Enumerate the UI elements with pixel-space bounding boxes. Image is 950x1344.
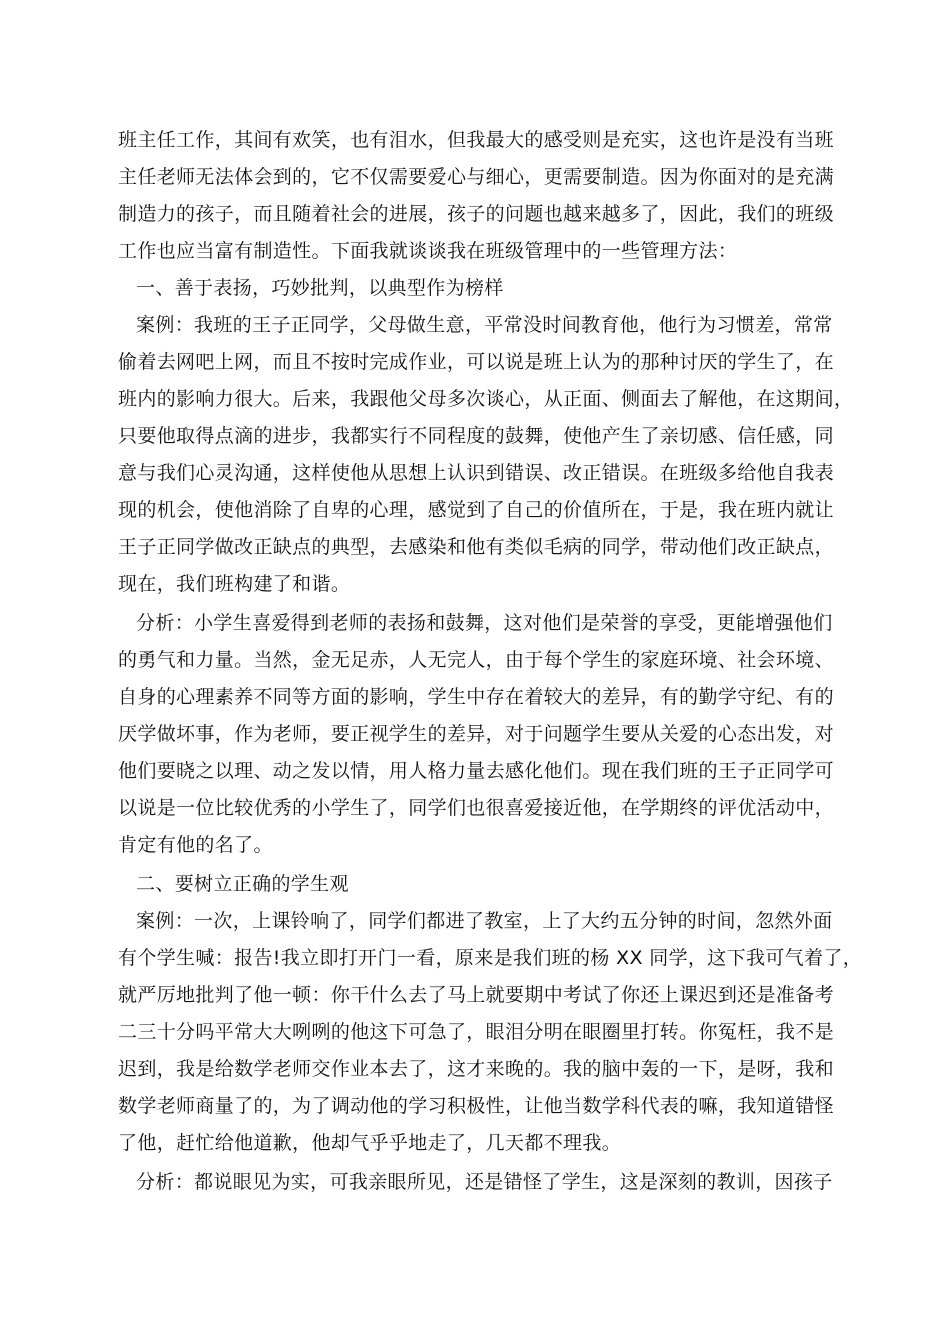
paragraph-line: 主任老师无法体会到的，它不仅需要爱心与细心，更需要制造。因为你面对的是充满	[118, 166, 834, 188]
paragraph-line: 偷着去网吧上网，而且不按时完成作业，可以说是班上认为的那种讨厌的学生了，在	[118, 351, 834, 373]
paragraph-line: 二三十分吗平常大大咧咧的他这下可急了，眼泪分明在眼圈里打转。你冤枉，我不是	[118, 1021, 834, 1043]
paragraph-line: 现的机会，使他消除了自卑的心理，感觉到了自己的价值所在，于是，我在班内就让	[118, 499, 834, 521]
paragraph-line: 现在，我们班构建了和谐。	[118, 573, 351, 595]
paragraph-line: 案例：一次，上课铃响了，同学们都进了教室，上了大约五分钟的时间，忽然外面	[136, 910, 833, 932]
paragraph-line: 有个学生喊：报告!我立即打开门一看，原来是我们班的杨 XX 同学，这下我可气着了，	[118, 947, 863, 969]
paragraph-line: 班主任工作，其间有欢笑，也有泪水，但我最大的感受则是充实，这也许是没有当班	[118, 129, 834, 151]
paragraph-line: 分析：都说眼见为实，可我亲眼所见，还是错怪了学生，这是深刻的教训，因孩子	[136, 1171, 833, 1193]
paragraph-line: 制造力的孩子，而且随着社会的进展，孩子的问题也越来越多了，因此，我们的班级	[118, 203, 834, 225]
paragraph-line: 王子正同学做改正缺点的典型，去感染和他有类似毛病的同学，带动他们改正缺点，	[118, 536, 834, 558]
paragraph-line: 迟到，我是给数学老师交作业本去了，这才来晚的。我的脑中轰的一下，是呀，我和	[118, 1058, 834, 1080]
paragraph-line: 的勇气和力量。当然，金无足赤，人无完人，由于每个学生的家庭环境、社会环境、	[118, 649, 834, 671]
paragraph-line: 了他，赶忙给他道歉，他却气乎乎地走了，几天都不理我。	[118, 1132, 622, 1154]
paragraph-line: 班内的影响力很大。后来，我跟他父母多次谈心，从正面、侧面去了解他，在这期间，	[118, 388, 854, 410]
paragraph-line: 只要他取得点滴的进步，我都实行不同程度的鼓舞，使他产生了亲切感、信任感，同	[118, 425, 834, 447]
paragraph-line: 就严厉地批判了他一顿：你干什么去了马上就要期中考试了你还上课迟到还是准备考	[118, 984, 834, 1006]
paragraph-line: 厌学做坏事，作为老师，要正视学生的差异，对于问题学生要从关爱的心态出发，对	[118, 723, 834, 745]
section-heading: 一、善于表扬，巧妙批判，以典型作为榜样	[136, 277, 504, 299]
paragraph-line: 工作也应当富有制造性。下面我就谈谈我在班级管理中的一些管理方法：	[118, 240, 738, 262]
paragraph-line: 案例：我班的王子正同学，父母做生意，平常没时间教育他，他行为习惯差，常常	[136, 314, 833, 336]
paragraph-line: 意与我们心灵沟通，这样使他从思想上认识到错误、改正错误。在班级多给他自我表	[118, 462, 834, 484]
paragraph-line: 自身的心理素养不同等方面的影响，学生中存在着较大的差异，有的勤学守纪、有的	[118, 686, 834, 708]
paragraph-line: 数学老师商量了的，为了调动他的学习积极性，让他当数学科代表的嘛，我知道错怪	[118, 1095, 834, 1117]
paragraph-line: 分析：小学生喜爱得到老师的表扬和鼓舞，这对他们是荣誉的享受，更能增强他们	[136, 612, 833, 634]
section-heading: 二、要树立正确的学生观	[136, 873, 349, 895]
paragraph-line: 以说是一位比较优秀的小学生了，同学们也很喜爱接近他，在学期终的评优活动中，	[118, 797, 834, 819]
paragraph-line: 肯定有他的名了。	[118, 834, 273, 856]
paragraph-line: 他们要晓之以理、动之发以情，用人格力量去感化他们。现在我们班的王子正同学可	[118, 760, 834, 782]
